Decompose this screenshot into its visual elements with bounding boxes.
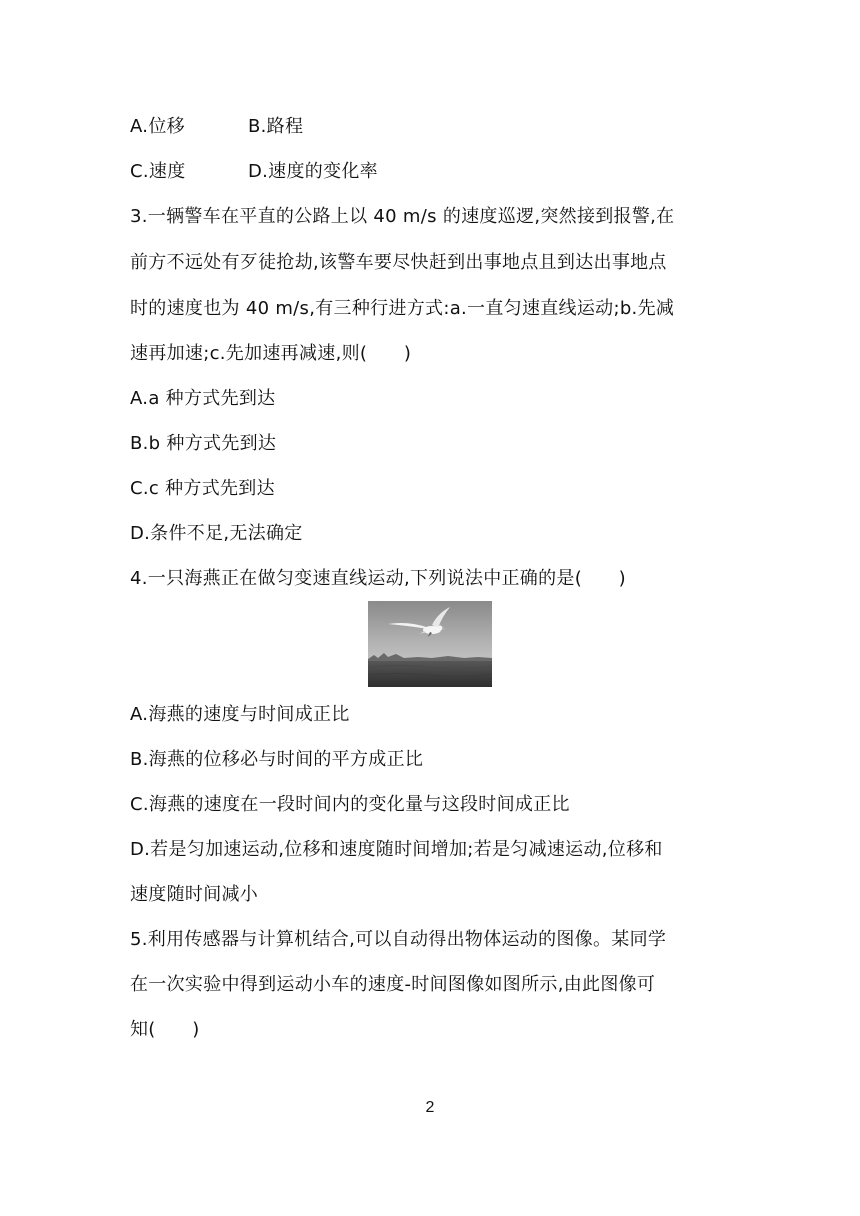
q3-option-d: D.条件不足,无法确定 [130, 523, 303, 544]
q3-option-a: A.a 种方式先到达 [130, 388, 276, 409]
q3-option-c: C.c 种方式先到达 [130, 478, 275, 499]
q5-stem-line-2: 在一次实验中得到运动小车的速度-时间图像如图所示,由此图像可 [130, 974, 656, 995]
q2-option-d: D.速度的变化率 [248, 161, 378, 182]
q5-stem-line-3: 知( ) [130, 1019, 200, 1040]
q3-stem-line-1: 3.一辆警车在平直的公路上以 40 m/s 的速度巡逻,突然接到报警,在 [130, 206, 675, 227]
q2-option-a: A.位移 [130, 116, 185, 137]
q3-stem-line-2: 前方不远处有歹徒抢劫,该警车要尽快赶到出事地点且到达出事地点 [130, 252, 667, 273]
q3-option-b: B.b 种方式先到达 [130, 433, 277, 454]
q4-option-d-line-1: D.若是匀加速运动,位移和速度随时间增加;若是匀减速运动,位移和 [130, 839, 663, 860]
q4-option-b: B.海燕的位移必与时间的平方成正比 [130, 749, 424, 770]
q4-stem: 4.一只海燕正在做匀变速直线运动,下列说法中正确的是( ) [130, 568, 626, 589]
q2-options-row-2 [130, 160, 378, 184]
q5-stem-line-1: 5.利用传感器与计算机结合,可以自动得出物体运动的图像。某同学 [130, 929, 667, 950]
seagull-photo [368, 601, 492, 687]
q4-option-a: A.海燕的速度与时间成正比 [130, 704, 350, 725]
q2-options-row-1 [130, 115, 304, 139]
q2-option-b: B.路程 [248, 116, 304, 137]
q3-stem-line-3: 时的速度也为 40 m/s,有三种行进方式:a.一直匀速直线运动;b.先减 [130, 298, 675, 319]
q4-option-d-line-2: 速度随时间减小 [130, 884, 259, 905]
q2-option-c: C.速度 [130, 161, 186, 182]
page-number: 2 [425, 1099, 435, 1116]
q4-option-c: C.海燕的速度在一段时间内的变化量与这段时间成正比 [130, 794, 570, 815]
q3-stem-line-4: 速再加速;c.先加速再减速,则( ) [130, 343, 412, 364]
